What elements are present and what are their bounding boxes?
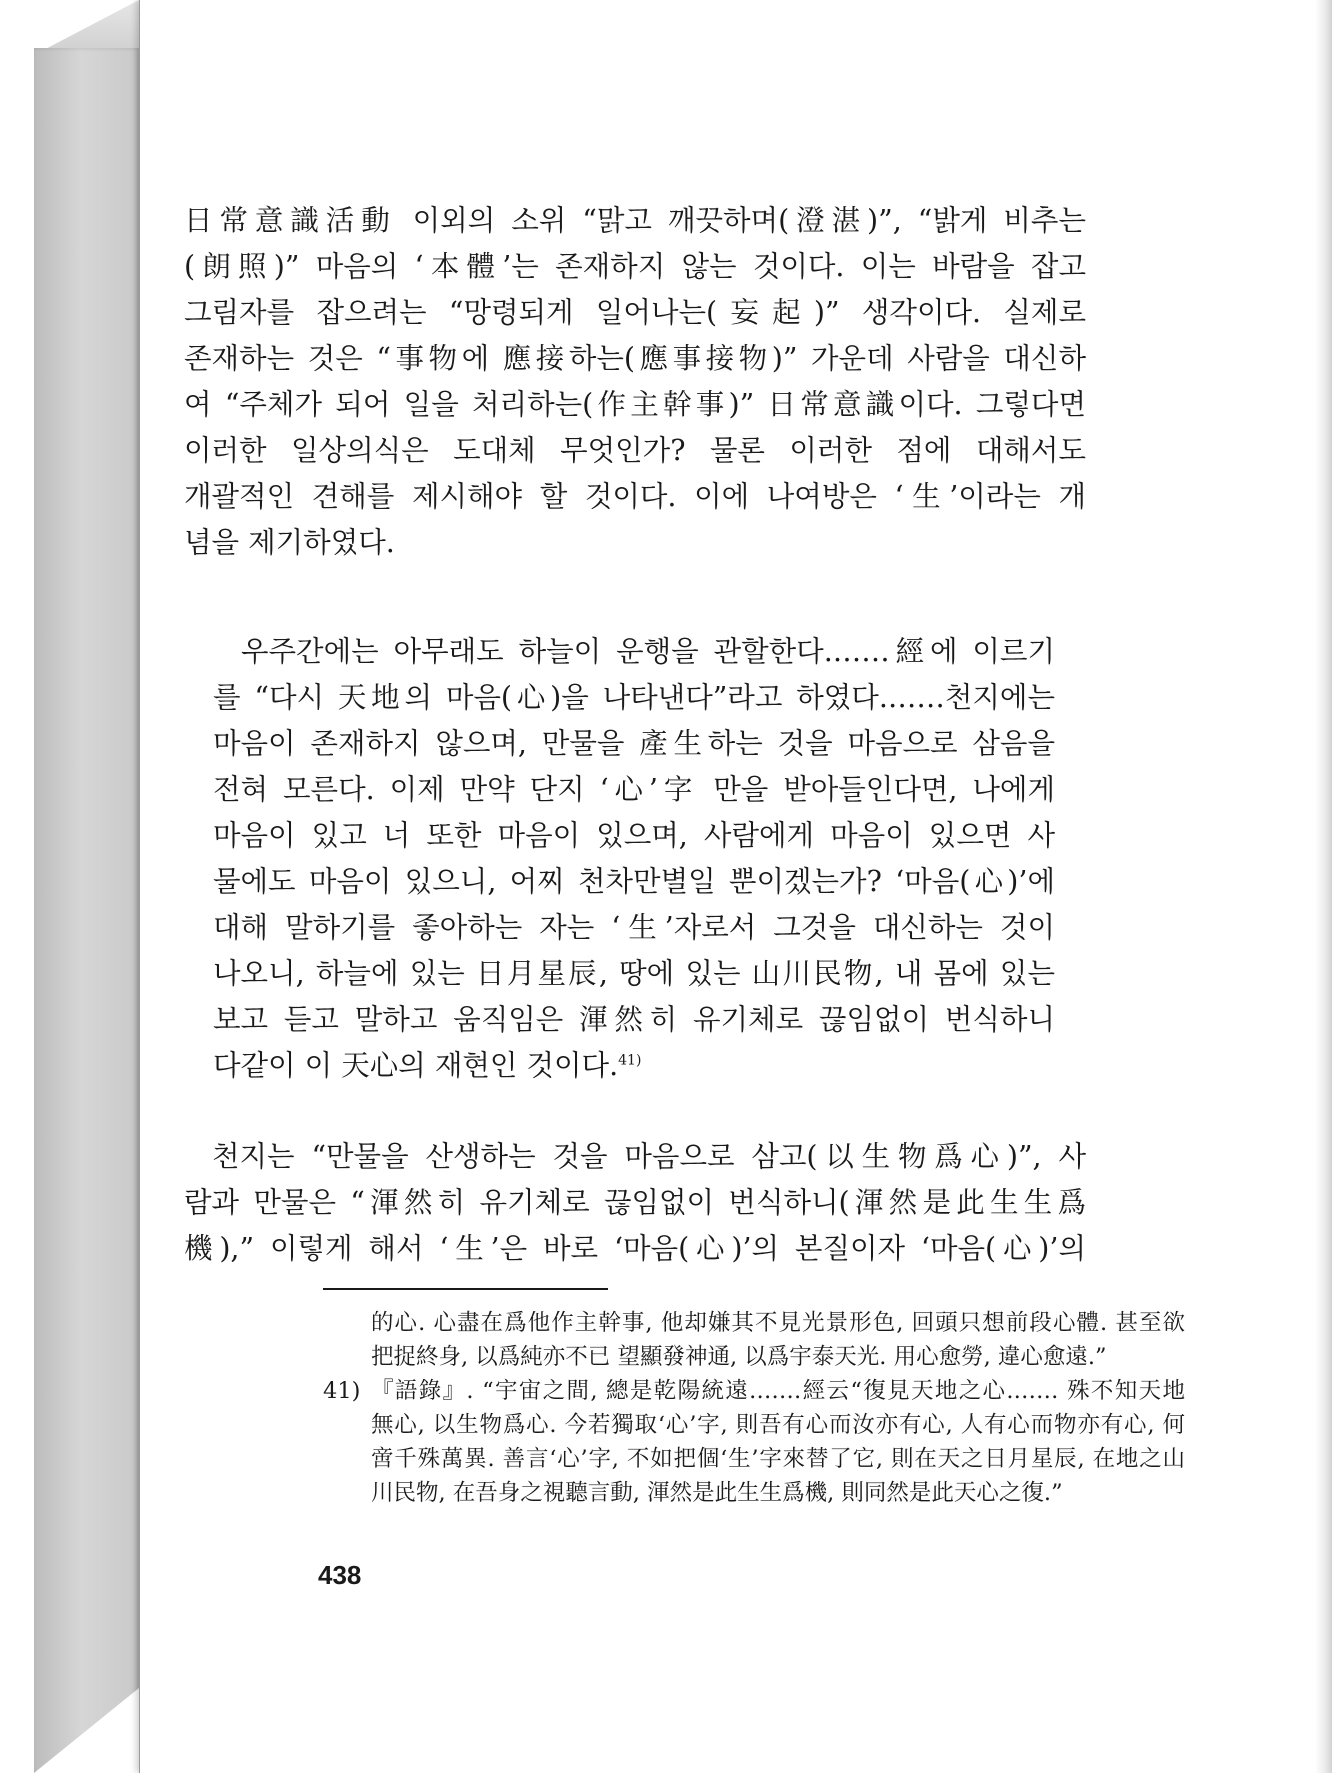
paragraph-line: 機),” 이렇게 해서 ‘生’은 바로 ‘마음(心)’의 본질이자 ‘마음(心)’의 [184, 1232, 1086, 1265]
body-paragraph-1 [184, 198, 1086, 566]
quote-line: 마음이 있고 너 또한 마음이 있으며, 사람에게 마음이 있으면 사 [213, 819, 1055, 852]
page-number: 438 [318, 1560, 362, 1590]
footnote-line: 啻千殊萬異. 善言‘心’字, 不如把個‘生’字來替了它, 則在天之日月星辰, 在地之山 [371, 1446, 1185, 1472]
footnote-line: 『語錄』. “宇宙之間, 總是乾陽統遠.……經云“復見天地之心.…… 殊不知天地 [371, 1378, 1185, 1404]
footnote-separator [323, 1288, 608, 1290]
paragraph-line: 여 “주체가 되어 일을 처리하는(作主幹事)” 日常意識이다. 그렇다면 [184, 388, 1086, 421]
paragraph-line: 개괄적인 견해를 제시해야 할 것이다. 이에 나여방은 ‘生’이라는 개 [184, 480, 1086, 513]
quote-last-line [213, 1043, 1055, 1089]
quote-line: 우주간에는 아무래도 하늘이 운행을 관할한다.……經에 이르기 [241, 635, 1055, 668]
paragraph-line: (朗照)” 마음의 ‘本體’는 존재하지 않는 것이다. 이는 바람을 잡고 [184, 250, 1086, 283]
quote-line: 보고 듣고 말하고 움직임은 渾然히 유기체로 끊임없이 번식하니 [213, 1003, 1055, 1036]
quote-line: 대해 말하기를 좋아하는 자는 ‘生’자로서 그것을 대신하는 것이 [213, 911, 1055, 944]
footnote-continuation-line: 的心. 心盡在爲他作主幹事, 他却嫌其不見光景形色, 回頭只想前段心體. 甚至欲 [371, 1310, 1185, 1336]
footnote-line: 川民物, 在吾身之視聽言動, 渾然是此生生爲機, 則同然是此天心之復.” [371, 1480, 1063, 1506]
quote-line: 마음이 존재하지 않으며, 만물을 產生하는 것을 마음으로 삼음을 [213, 727, 1055, 760]
footnote-41 [323, 1374, 1185, 1510]
body-paragraph-2 [184, 1134, 1086, 1272]
page-edge [1315, 0, 1332, 1773]
footnote-line: 無心, 以生物爲心. 今若獨取‘心’字, 則吾有心而汝亦有心, 人有心而物亦有心, 何 [371, 1412, 1185, 1438]
footnotes [323, 1306, 1185, 1510]
footnote-continuation-line: 把捉終身, 以爲純亦不已 望顯發神通, 以爲宇泰天光. 用心愈勞, 違心愈遠.” [371, 1344, 1107, 1370]
paragraph-line: 천지는 “만물을 산생하는 것을 마음으로 삼고(以生物爲心)”, 사 [212, 1140, 1086, 1173]
footnote-ref-41[interactable]: 41) [618, 1052, 642, 1069]
paragraph-line: 람과 만물은 “渾然히 유기체로 끊임없이 번식하니(渾然是此生生爲 [184, 1186, 1086, 1219]
quote-line: 를 “다시 天地의 마음(心)을 나타낸다”라고 하였다.……천지에는 [213, 681, 1055, 714]
footnote-marker: 41) [323, 1378, 361, 1404]
quote-line: 다같이 이 天心의 재현인 것이다. [213, 1049, 619, 1082]
paragraph-line: 日常意識活動 이외의 소위 “맑고 깨끗하며(澄湛)”, “밝게 비추는 [184, 204, 1086, 237]
quote-line: 나오니, 하늘에 있는 日月星辰, 땅에 있는 山川民物, 내 몸에 있는 [213, 957, 1055, 990]
quote-line: 전혀 모른다. 이제 만약 단지 ‘心’字 만을 받아들인다면, 나에게 [213, 773, 1055, 806]
book-spine [34, 48, 139, 1773]
paragraph-line: 존재하는 것은 “事物에 應接하는(應事接物)” 가운데 사람을 대신하 [184, 342, 1086, 375]
block-quote [213, 629, 1055, 1089]
quote-line: 물에도 마음이 있으니, 어찌 천차만별일 뿐이겠는가? ‘마음(心)’에 [213, 865, 1055, 898]
paragraph-line: 그림자를 잡으려는 “망령되게 일어나는(妄起)” 생각이다. 실제로 [184, 296, 1086, 329]
paragraph-line: 념을 제기하였다. [184, 526, 395, 559]
book-spine-top [34, 0, 139, 55]
paragraph-line: 이러한 일상의식은 도대체 무엇인가? 물론 이러한 점에 대해서도 [184, 434, 1086, 467]
